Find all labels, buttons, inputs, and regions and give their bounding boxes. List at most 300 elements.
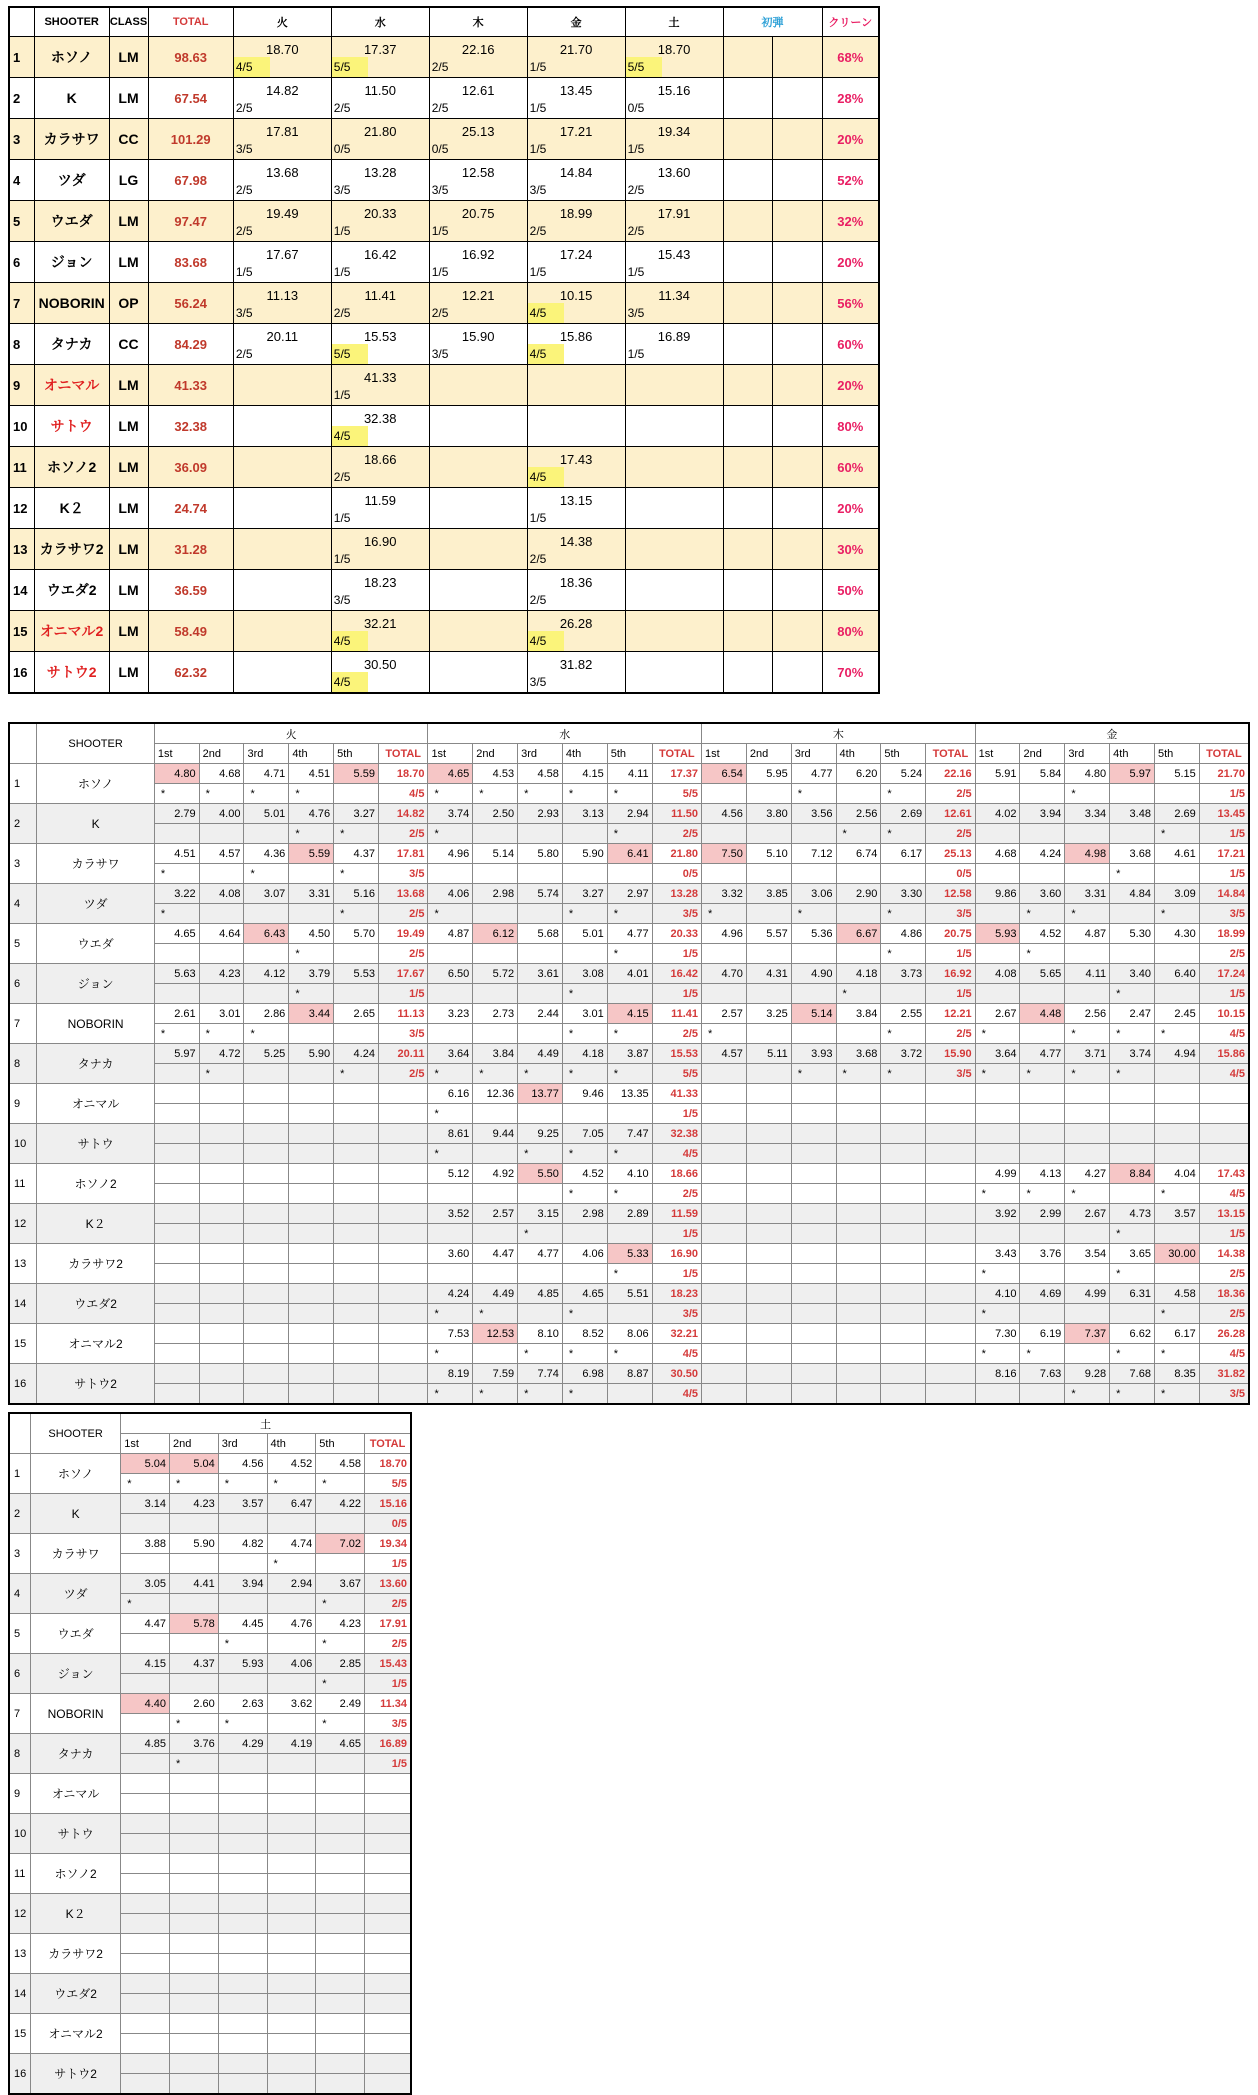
clean-mark: * <box>334 824 379 844</box>
rank-cell: 12 <box>9 1894 30 1934</box>
clean-mark <box>702 1104 747 1124</box>
day-clean-spacer <box>466 426 527 447</box>
day-clean-spacer <box>368 508 429 529</box>
stage-time <box>881 1244 926 1264</box>
clean-mark <box>289 1304 334 1324</box>
day-total <box>365 1854 411 1874</box>
rank-cell: 16 <box>9 2054 30 2095</box>
day-clean-spacer <box>662 467 723 488</box>
detail-row <box>9 804 1249 824</box>
stage-time: 5.80 <box>518 844 563 864</box>
day-total: 16.92 <box>926 964 975 984</box>
day-clean-count: 1/5 <box>365 1754 411 1774</box>
clean-mark: * <box>1020 1064 1065 1084</box>
day-label: 水 <box>428 723 702 744</box>
first-shot-cell-2 <box>773 201 823 242</box>
day-total: 14.82 <box>378 804 427 824</box>
day-total: 15.43 <box>365 1654 411 1674</box>
clean-mark: * <box>289 824 334 844</box>
day-clean-spacer <box>662 98 723 119</box>
detail-row <box>9 964 1249 984</box>
clean-mark <box>1154 784 1199 804</box>
clean-mark <box>334 1224 379 1244</box>
day-clean-count: 3/5 <box>652 904 701 924</box>
day-label: 金 <box>975 723 1249 744</box>
stage-label: 1st <box>975 744 1020 764</box>
day-clean-count: 3/5 <box>1199 1384 1249 1405</box>
class-cell: LM <box>109 652 148 694</box>
day-header: 土 <box>625 7 723 37</box>
shooter-name: タナカ <box>30 1734 120 1774</box>
stage-time: 2.98 <box>562 1204 607 1224</box>
shooter-name: ツダ <box>30 1574 120 1614</box>
stage-time <box>199 1364 244 1384</box>
day-total: 25.13 <box>926 844 975 864</box>
day-clean-count <box>233 385 270 406</box>
detail-row-sub <box>9 1384 1249 1405</box>
day-total: 13.45 <box>1199 804 1249 824</box>
clean-mark <box>289 864 334 884</box>
day-clean-count: 1/5 <box>1199 1224 1249 1244</box>
stage-time <box>199 1164 244 1184</box>
day-time-cell: 16.89 <box>625 324 723 345</box>
stage-time <box>121 1854 170 1874</box>
clean-mark <box>746 1184 791 1204</box>
day-clean-count: 0/5 <box>625 98 662 119</box>
stage-time: 5.25 <box>244 1044 289 1064</box>
day-clean-count <box>378 1144 427 1164</box>
rank-cell: 5 <box>9 201 34 242</box>
clean-mark <box>154 944 199 964</box>
stage-time: 4.65 <box>154 924 199 944</box>
stage-time: 6.16 <box>428 1084 473 1104</box>
stage-time: 4.24 <box>334 1044 379 1064</box>
rank-cell: 3 <box>9 844 37 884</box>
stage-time: 2.94 <box>607 804 652 824</box>
stage-time: 6.47 <box>267 1494 316 1514</box>
first-shot-cell <box>723 324 773 365</box>
stage-time: 9.46 <box>562 1084 607 1104</box>
stage-time <box>170 1774 219 1794</box>
detail-row <box>9 844 1249 864</box>
day-total: 17.67 <box>378 964 427 984</box>
stage-time <box>154 1284 199 1304</box>
class-cell: LG <box>109 160 148 201</box>
clean-mark <box>518 984 563 1004</box>
day-clean-count: 1/5 <box>1199 824 1249 844</box>
stage-time: 6.17 <box>881 844 926 864</box>
stage-time <box>267 1894 316 1914</box>
clean-mark <box>746 904 791 924</box>
stage-time: 3.67 <box>316 1574 365 1594</box>
day-clean-count: 2/5 <box>625 180 662 201</box>
clean-mark <box>244 1264 289 1284</box>
clean-mark <box>199 1344 244 1364</box>
day-clean-count <box>378 1304 427 1324</box>
stage-time: 4.65 <box>428 764 473 784</box>
stage-time: 4.22 <box>316 1494 365 1514</box>
stage-time: 5.59 <box>334 764 379 784</box>
stage-time: 2.97 <box>607 884 652 904</box>
day-clean-spacer <box>564 385 625 406</box>
day-clean-count: 2/5 <box>926 784 975 804</box>
clean-mark: * <box>1065 1384 1110 1405</box>
stage-time: 4.53 <box>473 764 518 784</box>
stage-time <box>121 1934 170 1954</box>
clean-mark <box>121 2074 170 2095</box>
stage-time: 2.61 <box>154 1004 199 1024</box>
stage-label: 2nd <box>473 744 518 764</box>
stage-time: 3.64 <box>428 1044 473 1064</box>
day-clean-count: 1/5 <box>625 139 662 160</box>
day-clean-count <box>365 2074 411 2095</box>
stage-time: 5.24 <box>881 764 926 784</box>
clean-mark <box>881 984 926 1004</box>
clean-mark: * <box>518 1224 563 1244</box>
day-clean-spacer <box>368 344 429 365</box>
stage-time: 4.40 <box>121 1694 170 1714</box>
clean-mark <box>316 2034 365 2054</box>
day-clean-count <box>429 508 466 529</box>
day-clean-spacer <box>466 303 527 324</box>
stage-time: 4.41 <box>170 1574 219 1594</box>
day-clean-count <box>233 631 270 652</box>
shooter-name: K２ <box>30 1894 120 1934</box>
clean-mark <box>473 1024 518 1044</box>
rank-cell: 11 <box>9 1164 37 1204</box>
stage-time: 4.51 <box>289 764 334 784</box>
clean-mark <box>218 2074 267 2095</box>
stage-time: 2.56 <box>1065 1004 1110 1024</box>
day-clean-count: 2/5 <box>233 221 270 242</box>
day-clean-count: 1/5 <box>625 344 662 365</box>
rank-cell: 8 <box>9 1734 30 1774</box>
first-shot-cell <box>723 78 773 119</box>
clean-mark: * <box>562 1304 607 1324</box>
clean-mark <box>836 1024 881 1044</box>
stage-time: 4.11 <box>1065 964 1110 984</box>
day-clean-count: 3/5 <box>527 180 564 201</box>
day-clean-count <box>429 426 466 447</box>
stage-time: 4.77 <box>607 924 652 944</box>
total-cell: 83.68 <box>148 242 233 283</box>
clean-mark <box>881 1344 926 1364</box>
total-header: TOTAL <box>148 7 233 37</box>
clean-rate-cell: 70% <box>822 652 879 694</box>
summary-row <box>9 242 879 263</box>
clean-mark <box>199 1144 244 1164</box>
stage-time: 3.01 <box>199 1004 244 1024</box>
stage-time <box>334 1084 379 1104</box>
stage-time <box>836 1284 881 1304</box>
day-time-cell: 13.28 <box>331 160 429 181</box>
clean-mark: * <box>975 1064 1020 1084</box>
day-clean-spacer <box>368 672 429 693</box>
day-total <box>926 1204 975 1224</box>
stage-time <box>218 1774 267 1794</box>
clean-mark: * <box>607 1144 652 1164</box>
day-clean-count: 1/5 <box>652 1224 701 1244</box>
stage-time <box>244 1364 289 1384</box>
detail-row <box>9 884 1249 904</box>
clean-mark <box>154 1304 199 1324</box>
clean-mark <box>836 1264 881 1284</box>
day-total: 18.70 <box>365 1454 411 1474</box>
rank-cell: 7 <box>9 283 34 324</box>
clean-mark: * <box>1154 1304 1199 1324</box>
clean-mark: * <box>199 1064 244 1084</box>
day-time-cell: 15.90 <box>429 324 527 345</box>
day-total <box>1199 1124 1249 1144</box>
clean-mark <box>1065 944 1110 964</box>
stage-label: 3rd <box>518 744 563 764</box>
stage-time <box>154 1084 199 1104</box>
clean-mark <box>244 904 289 924</box>
rank-cell: 8 <box>9 324 34 365</box>
stage-time: 4.56 <box>702 804 747 824</box>
stage-time: 4.82 <box>218 1534 267 1554</box>
clean-mark: * <box>1110 1384 1155 1405</box>
day-total: 15.86 <box>1199 1044 1249 1064</box>
day-time-cell: 22.16 <box>429 37 527 58</box>
stage-time <box>244 1164 289 1184</box>
day-clean-count: 1/5 <box>1199 984 1249 1004</box>
clean-mark <box>702 1144 747 1164</box>
day-total: 11.50 <box>652 804 701 824</box>
day-clean-count: 1/5 <box>926 944 975 964</box>
stage-time <box>244 1084 289 1104</box>
clean-mark <box>746 944 791 964</box>
stage-time <box>218 1894 267 1914</box>
rank-cell: 7 <box>9 1004 37 1044</box>
stage-time: 3.52 <box>428 1204 473 1224</box>
total-label: TOTAL <box>926 744 975 764</box>
clean-mark: * <box>518 1384 563 1405</box>
stage-time: 3.64 <box>975 1044 1020 1064</box>
stage-time <box>881 1084 926 1104</box>
day-clean-count: 1/5 <box>527 98 564 119</box>
clean-mark: * <box>170 1714 219 1734</box>
summary-row <box>9 529 879 550</box>
clean-mark <box>267 1954 316 1974</box>
clean-rate-cell: 20% <box>822 365 879 406</box>
day-time-cell: 15.53 <box>331 324 429 345</box>
clean-mark <box>702 1184 747 1204</box>
stage-time <box>791 1284 836 1304</box>
detail-row <box>9 2054 411 2074</box>
day-time-cell: 11.13 <box>233 283 331 304</box>
clean-mark <box>791 1264 836 1284</box>
stage-time: 7.47 <box>607 1124 652 1144</box>
stage-time <box>218 1934 267 1954</box>
clean-mark <box>1020 1264 1065 1284</box>
day-total: 14.84 <box>1199 884 1249 904</box>
clean-mark <box>267 2034 316 2054</box>
stage-time: 4.74 <box>267 1534 316 1554</box>
day-clean-count: 5/5 <box>652 1064 701 1084</box>
clean-mark <box>1154 1224 1199 1244</box>
day-clean-count <box>233 672 270 693</box>
clean-mark <box>121 1874 170 1894</box>
clean-mark: * <box>1020 904 1065 924</box>
shooter-name: サトウ2 <box>37 1364 155 1405</box>
clean-mark: * <box>1154 1384 1199 1405</box>
day-clean-count: 2/5 <box>926 824 975 844</box>
day-time-cell: 15.16 <box>625 78 723 99</box>
day-clean-spacer <box>564 549 625 570</box>
stage-time: 5.93 <box>975 924 1020 944</box>
total-cell: 98.63 <box>148 37 233 78</box>
first-shot-cell <box>723 365 773 406</box>
stage-label: 5th <box>334 744 379 764</box>
day-clean-count <box>233 590 270 611</box>
stage-time: 4.87 <box>428 924 473 944</box>
rank-cell: 10 <box>9 1814 30 1854</box>
stage-time: 4.24 <box>428 1284 473 1304</box>
stage-time: 3.76 <box>170 1734 219 1754</box>
stage-time: 2.55 <box>881 1004 926 1024</box>
first-shot-cell <box>723 406 773 447</box>
day-total: 14.38 <box>1199 1244 1249 1264</box>
clean-mark <box>702 824 747 844</box>
clean-mark: * <box>244 864 289 884</box>
clean-mark: * <box>170 1754 219 1774</box>
first-shot-cell <box>723 611 773 652</box>
clean-mark: * <box>702 1024 747 1044</box>
clean-mark: * <box>975 1304 1020 1324</box>
clean-mark: * <box>1110 864 1155 884</box>
day-clean-count: 4/5 <box>527 631 564 652</box>
stage-time <box>334 1204 379 1224</box>
day-total <box>365 1894 411 1914</box>
stage-time: 4.65 <box>316 1734 365 1754</box>
stage-time <box>702 1244 747 1264</box>
stage-time: 4.08 <box>199 884 244 904</box>
stage-time <box>170 1854 219 1874</box>
clean-mark: * <box>607 1064 652 1084</box>
stage-time: 4.90 <box>791 964 836 984</box>
stage-time: 4.06 <box>428 884 473 904</box>
shooter-name: カラサワ2 <box>30 1934 120 1974</box>
stage-time <box>881 1324 926 1344</box>
stage-time <box>218 2014 267 2034</box>
stage-time: 4.92 <box>473 1164 518 1184</box>
clean-mark: * <box>791 1064 836 1084</box>
stage-time <box>334 1124 379 1144</box>
rank-cell: 6 <box>9 1654 30 1694</box>
day-clean-spacer <box>564 303 625 324</box>
stage-time: 5.59 <box>289 844 334 864</box>
day-clean-count <box>429 467 466 488</box>
total-label: TOTAL <box>365 1434 411 1454</box>
stage-time <box>1020 1084 1065 1104</box>
stage-time <box>334 1284 379 1304</box>
stage-time: 4.15 <box>607 1004 652 1024</box>
clean-mark <box>881 1184 926 1204</box>
summary-row <box>9 570 879 591</box>
rank-cell: 1 <box>9 764 37 804</box>
detail-day-row <box>9 723 1249 744</box>
clean-mark <box>746 984 791 1004</box>
clean-mark <box>199 1304 244 1324</box>
clean-mark: * <box>218 1474 267 1494</box>
clean-mark <box>702 1224 747 1244</box>
clean-mark <box>289 1184 334 1204</box>
clean-mark <box>218 1514 267 1534</box>
day-clean-spacer <box>662 57 723 78</box>
stage-time <box>199 1284 244 1304</box>
day-clean-count <box>625 672 662 693</box>
clean-mark: * <box>562 984 607 1004</box>
day-time-cell: 20.75 <box>429 201 527 222</box>
clean-mark <box>244 1184 289 1204</box>
clean-mark <box>267 2074 316 2095</box>
day-clean-count: 2/5 <box>429 98 466 119</box>
stage-time: 6.54 <box>702 764 747 784</box>
first-shot-cell <box>723 201 773 242</box>
clean-mark <box>334 1344 379 1364</box>
day-clean-count: 0/5 <box>365 1514 411 1534</box>
day-time-cell <box>429 488 527 509</box>
clean-mark <box>428 1224 473 1244</box>
day-label: 土 <box>121 1413 411 1434</box>
clean-mark <box>121 1554 170 1574</box>
stage-time: 4.49 <box>473 1284 518 1304</box>
shooter-name: ウエダ2 <box>37 1284 155 1324</box>
stage-time <box>170 1974 219 1994</box>
stage-time: 13.35 <box>607 1084 652 1104</box>
clean-mark <box>154 1224 199 1244</box>
day-clean-count: 2/5 <box>1199 1304 1249 1324</box>
stage-time <box>746 1284 791 1304</box>
detail-row <box>9 1454 411 1474</box>
clean-mark: * <box>154 864 199 884</box>
day-clean-spacer <box>466 549 527 570</box>
day-clean-count <box>429 672 466 693</box>
first-shot-cell <box>723 652 773 694</box>
stage-time <box>746 1244 791 1264</box>
day-clean-count: 2/5 <box>331 303 368 324</box>
rank-header <box>9 1413 30 1454</box>
day-total: 30.50 <box>652 1364 701 1384</box>
clean-mark <box>199 984 244 1004</box>
day-total <box>365 2014 411 2034</box>
summary-row <box>9 78 879 99</box>
day-time-cell: 19.34 <box>625 119 723 140</box>
day-time-cell: 18.66 <box>331 447 429 468</box>
clean-mark <box>121 1794 170 1814</box>
detail-row <box>9 924 1249 944</box>
clean-mark <box>746 1384 791 1405</box>
first-shot-cell-2 <box>773 119 823 160</box>
day-clean-count <box>365 1954 411 1974</box>
shooter-name: K <box>34 78 109 119</box>
rank-cell: 12 <box>9 488 34 529</box>
day-clean-count <box>926 1264 975 1284</box>
day-time-cell <box>625 570 723 591</box>
stage-time <box>746 1164 791 1184</box>
clean-mark <box>1154 1104 1199 1124</box>
day-clean-count <box>365 1874 411 1894</box>
stage-time <box>244 1124 289 1144</box>
stage-time <box>881 1284 926 1304</box>
stage-time <box>791 1244 836 1264</box>
day-clean-spacer <box>564 139 625 160</box>
stage-time <box>881 1124 926 1144</box>
shooter-name: カラサワ <box>30 1534 120 1574</box>
clean-mark: * <box>607 1264 652 1284</box>
clean-mark <box>154 1184 199 1204</box>
